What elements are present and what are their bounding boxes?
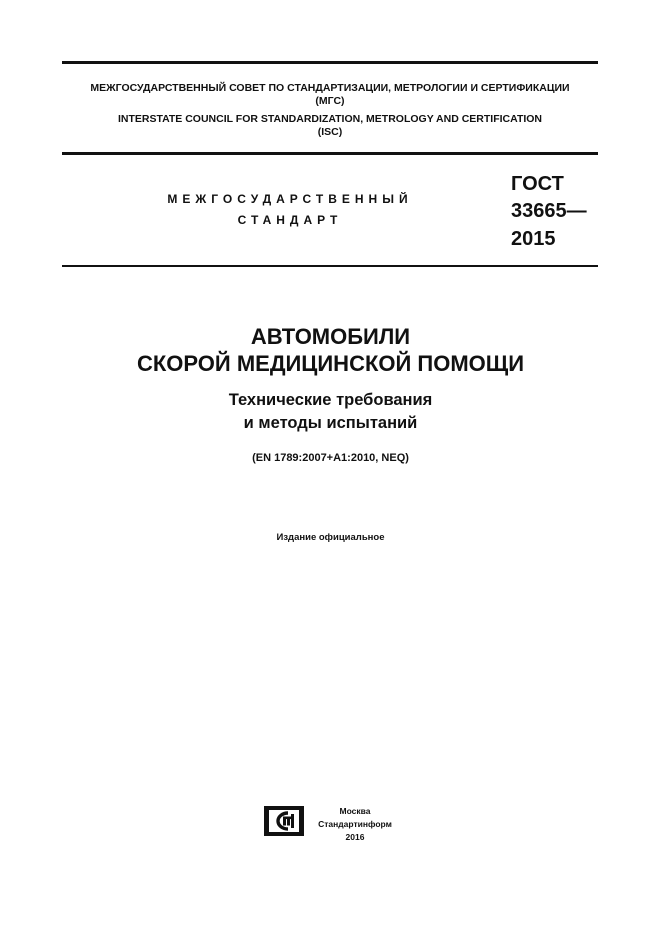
publication-year: 2016 (345, 832, 365, 842)
publisher-name: Стандартинформ (318, 819, 392, 829)
gost-prefix: ГОСТ (511, 173, 564, 195)
official-edition-label: Издание официальное (276, 532, 385, 543)
publisher-city: Москва (339, 806, 371, 816)
document-subtitle-line1: Технические требования (228, 391, 433, 409)
document-subtitle-line2: и методы испытаний (243, 414, 418, 432)
document-title-line1: АВТОМОБИЛИ (250, 324, 411, 349)
top-divider (62, 61, 598, 64)
standard-type-line2: СТАНДАРТ (237, 213, 343, 227)
standard-type-line1: МЕЖГОСУДАРСТВЕННЫЙ (167, 192, 413, 206)
standartinform-logo-icon (264, 806, 304, 836)
council-name-en-line: INTERSTATE COUNCIL FOR STANDARDIZATION, METROLOGY AND CERTIFICATION (117, 113, 543, 125)
gost-year: 2015 (511, 228, 556, 250)
council-name-ru (62, 82, 598, 108)
middle-divider (62, 152, 598, 155)
lower-divider (62, 265, 598, 267)
council-name-en (62, 113, 598, 139)
council-abbr-ru: (МГС) (315, 95, 345, 107)
equivalence-reference: (EN 1789:2007+A1:2010, NEQ) (252, 452, 409, 464)
gost-number: 33665— (511, 200, 587, 222)
council-name-ru-line: МЕЖГОСУДАРСТВЕННЫЙ СОВЕТ ПО СТАНДАРТИЗАЦИИ, МЕТРОЛОГИИ И СЕРТИФИКАЦИИ (90, 82, 570, 94)
council-abbr-en: (ISC) (317, 126, 343, 138)
document-title-line2: СКОРОЙ МЕДИЦИНСКОЙ ПОМОЩИ (136, 351, 525, 376)
